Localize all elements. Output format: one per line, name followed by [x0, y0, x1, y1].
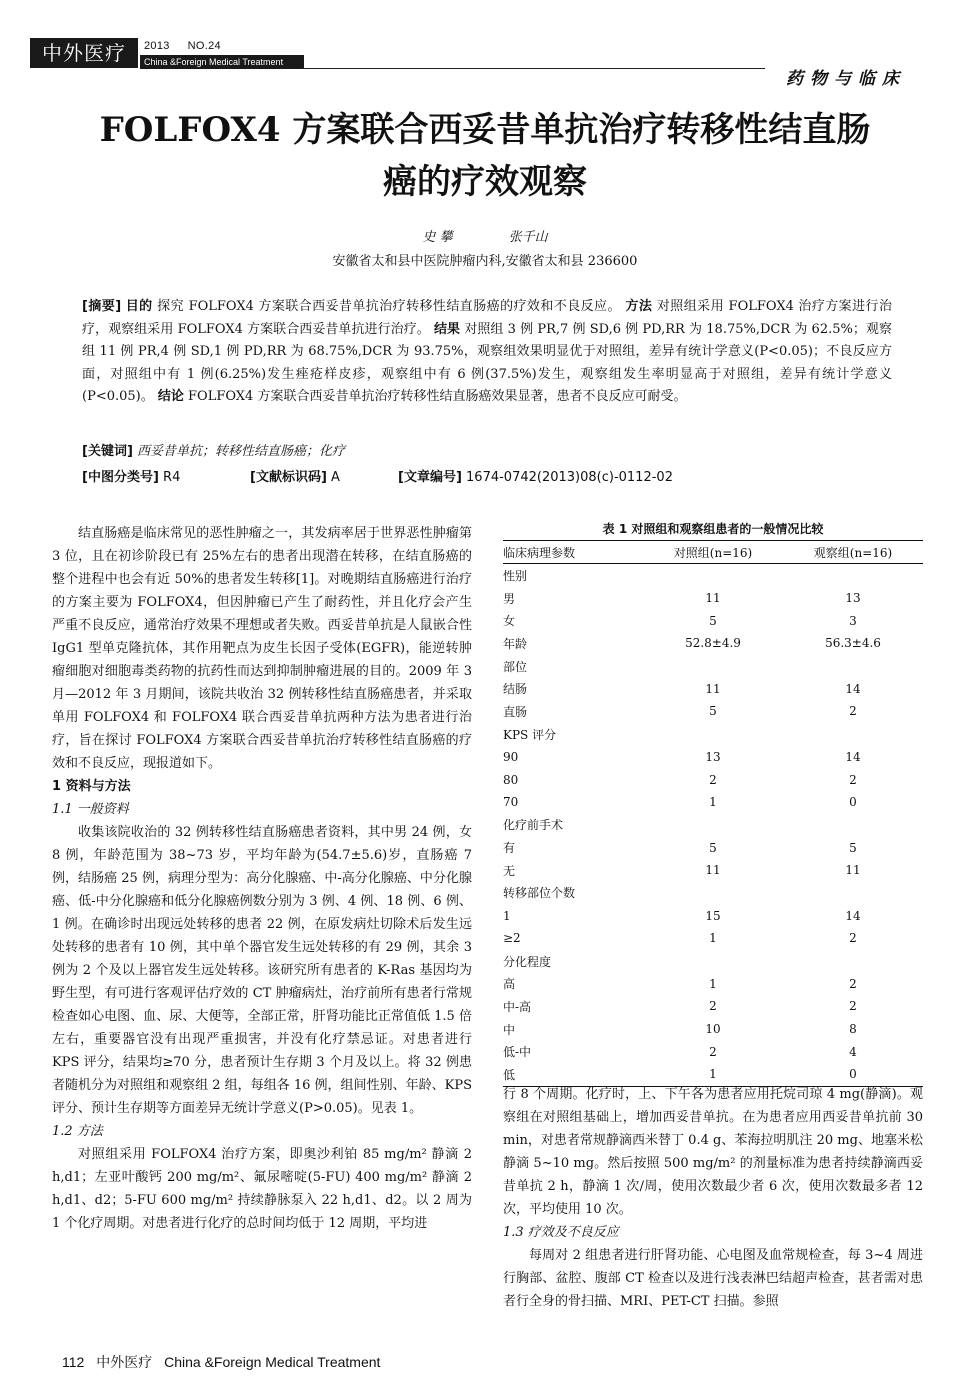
- section-1-2-heading-text: 1.2 方法: [52, 1124, 103, 1139]
- table-cell: [643, 564, 783, 587]
- table-cell: 化疗前手术: [503, 818, 564, 833]
- table-row: [503, 859, 923, 882]
- article-no-value: 1674-0742(2013)08(c)-0112-02: [466, 470, 673, 485]
- intro-paragraph: 结直肠癌是临床常见的恶性肿瘤之一，其发病率居于世界恶性肿瘤第 3 位，且在初诊阶段已有 25%左右的患者出现潜在转移，在结直肠癌的整个进程中也会有近 50%的患者发生转移[1]。对晚期结直肠癌进行治疗的方案主要为 FOLFOX4，但因肿瘤已产生了耐药性，并且化疗会产生严重不良反应，通常治疗效果不理想或者失败。西妥昔单抗是人鼠嵌合性 IgG1 型单克隆抗体，其作用靶点为皮生长因子受体(EGFR)，能逆转肿瘤细胞对细胞毒类药物的抗药性而达到抑制肿瘤进展的目的。2009 年 3 月—2012 年 3 月期间，该院共收治 32 例转移性结直肠癌患者，并采取单用 FOLFOX4 和 FOLFOX4 联合西妥昔单抗两种方法为患者进行治疗，旨在探讨 FOLFOX4 方案联合西妥昔单抗治疗转移性结直肠癌的疗效和不良反应，现报道如下。: [52, 526, 472, 771]
- table-cell: [783, 723, 923, 746]
- table-cell: 52.8±4.9: [685, 636, 741, 651]
- table-row: [503, 700, 923, 723]
- table-cell: ≥2: [503, 931, 521, 946]
- table-cell: 4: [849, 1044, 857, 1059]
- table-header-cell: 临床病理参数: [503, 545, 576, 560]
- table-cell: 年龄: [503, 636, 528, 651]
- section-1-1-heading: [52, 798, 472, 821]
- table-cell: 1: [709, 1067, 717, 1082]
- left-column: [52, 522, 472, 1235]
- table-cell: 56.3±4.6: [825, 636, 881, 651]
- table-row: [503, 814, 923, 837]
- table-cell: 2: [849, 931, 857, 946]
- header-rule: [300, 68, 765, 69]
- table-cell: 10: [705, 1022, 721, 1037]
- section-1-3-heading: [503, 1221, 923, 1244]
- table-cell: 2: [709, 1044, 717, 1059]
- conclusion-text: FOLFOX4 方案联合西妥昔单抗治疗转移性结直肠癌效果显著，患者不良反应可耐受。: [188, 389, 687, 405]
- table-header-cell: 观察组(n=16): [813, 545, 893, 560]
- table-cell: [783, 882, 923, 905]
- table-row: [503, 904, 923, 927]
- objective-text: 探究 FOLFOX4 方案联合西妥昔单抗治疗转移性结直肠癌的疗效和不良反应。: [157, 299, 621, 314]
- table-cell: [643, 882, 783, 905]
- objective-label: 目的: [125, 299, 153, 314]
- section-1-3-paragraph: 每周对 2 组患者进行肝肾功能、心电图及血常规检查，每 3~4 周进行胸部、盆腔、腹部 CT 检查以及进行浅表淋巴结超声检查，甚者需对患者行全身的骨扫描、MRI、PET-CT 扫描。参照: [503, 1248, 923, 1309]
- table-row: [503, 836, 923, 859]
- table-cell: 14: [845, 908, 861, 923]
- table-cell: 转移部位个数: [503, 886, 576, 901]
- table-cell: 1: [709, 976, 717, 991]
- table-row: [503, 1040, 923, 1063]
- table-header-cell: 对照组(n=16): [673, 545, 753, 560]
- page-footer: [62, 1352, 388, 1372]
- table-cell: 男: [503, 591, 516, 606]
- issue-year: 2013: [144, 40, 170, 52]
- section-label: 药物与临床: [786, 69, 906, 89]
- issue-number: NO.24: [187, 40, 221, 52]
- table-cell: 5: [849, 840, 857, 855]
- section-1-heading: 1 资料与方法: [52, 779, 131, 794]
- table-cell: 3: [849, 613, 857, 628]
- page-number: 112: [62, 1354, 85, 1370]
- journal-name-en: China &Foreign Medical Treatment: [140, 55, 304, 69]
- affiliation: 安徽省太和县中医院肿瘤内科,安徽省太和县 236600: [332, 254, 638, 269]
- doccode-label: [文献标识码]: [250, 470, 327, 485]
- author-2: 张千山: [508, 230, 548, 245]
- article-no-label: [文章编号]: [398, 470, 462, 485]
- table-cell: 5: [709, 840, 717, 855]
- table-row: [503, 655, 923, 678]
- table-cell: 2: [709, 772, 717, 787]
- table-row: [503, 950, 923, 973]
- table-cell: [783, 655, 923, 678]
- table-row: [503, 927, 923, 950]
- table-cell: 80: [503, 772, 519, 787]
- article-title-line1: FOLFOX4 方案联合西妥昔单抗治疗转移性结直肠: [99, 110, 871, 150]
- table-cell: [643, 814, 783, 837]
- table-cell: 90: [503, 749, 519, 764]
- table-cell: 无: [503, 863, 516, 878]
- clc-label: [中图分类号]: [82, 470, 159, 485]
- table-cell: 有: [503, 841, 516, 856]
- doccode-value: A: [331, 470, 340, 485]
- table-cell: 0: [849, 1067, 857, 1082]
- table-cell: 1: [709, 931, 717, 946]
- table-cell: [783, 814, 923, 837]
- footer-journal-cn: 中外医疗: [96, 1354, 153, 1370]
- table-cell: 性别: [503, 568, 528, 583]
- table-cell: 2: [849, 772, 857, 787]
- table-cell: KPS 评分: [503, 727, 557, 742]
- table-cell: 13: [845, 591, 861, 606]
- table-cell: 11: [705, 863, 721, 878]
- table-cell: [783, 564, 923, 587]
- table-cell: 5: [709, 704, 717, 719]
- authors: [0, 226, 970, 245]
- table-row: [503, 723, 923, 746]
- table-cell: 部位: [503, 659, 528, 674]
- table-cell: 14: [845, 681, 861, 696]
- table-cell: 14: [845, 749, 861, 764]
- right-column: [503, 1083, 923, 1313]
- table-row: [503, 768, 923, 791]
- article-title-line2: 癌的疗效观察: [383, 162, 587, 202]
- table-cell: 8: [849, 1022, 857, 1037]
- method-text: 对照组采用 FOLFOX4 治疗方案进行治疗，观察组采用 FOLFOX4 方案联合西妥昔单抗进行治疗。: [82, 299, 892, 337]
- table-cell: 13: [705, 749, 721, 764]
- table-cell: 11: [845, 863, 861, 878]
- table-cell: 5: [709, 613, 717, 628]
- table-cell: 2: [849, 999, 857, 1014]
- footer-journal-en: China &Foreign Medical Treatment: [164, 1354, 381, 1370]
- table-body: [503, 564, 923, 1087]
- table-cell: 11: [705, 681, 721, 696]
- table-cell: 2: [849, 704, 857, 719]
- table-cell: [643, 723, 783, 746]
- table-cell: 15: [705, 908, 721, 923]
- table-row: [503, 564, 923, 587]
- table-row: [503, 791, 923, 814]
- table-row: [503, 972, 923, 995]
- table-row: [503, 1018, 923, 1041]
- section-1-2-paragraph: 对照组采用 FOLFOX4 治疗方案，即奥沙利铂 85 mg/m² 静滴 2 h,d1；左亚叶酸钙 200 mg/m²、氟尿嘧啶(5-FU) 400 mg/m² 静滴 2 h,d1、d2；5-FU 600 mg/m² 持续静脉泵入 22 h,d1、d2。以 2 周为 1 个化疗周期。对患者进行化疗的总时间均低于 12 周期，平均进: [52, 1147, 472, 1231]
- table-row: [503, 632, 923, 655]
- table-cell: 1: [503, 908, 511, 923]
- table-row: [503, 677, 923, 700]
- table-row: [503, 995, 923, 1018]
- table-caption: 表 1 对照组和观察组患者的一般情况比较: [602, 522, 824, 536]
- table-cell: 70: [503, 795, 519, 810]
- table-cell: 结肠: [503, 682, 528, 697]
- table-header-row: [503, 541, 923, 564]
- keywords-text: 西妥昔单抗；转移性结直肠癌；化疗: [137, 444, 346, 459]
- right-paragraph-1: 行 8 个周期。化疗时，上、下午各为患者应用托烷司琼 4 mg(静滴)。观察组在对照组基础上，增加西妥昔单抗。在为患者应用西妥昔单抗前 30 min，对患者常规静滴西米替丁 0.4 g、苯海拉明肌注 20 mg、地塞米松静滴 5~10 mg。然后按照 500 mg/m² 的剂量标准为患者持续静滴西妥昔单抗 2 h，静滴 1 次/周，使用次数最少者 6 次，使用次数最多者 12 次，平均使用 10 次。: [503, 1087, 923, 1217]
- issue-info: [144, 40, 239, 52]
- table-row: [503, 882, 923, 905]
- table-row: [503, 587, 923, 610]
- author-1: 史 攀: [422, 230, 453, 245]
- table-cell: [643, 950, 783, 973]
- table-row: [503, 609, 923, 632]
- table-cell: 低: [503, 1067, 516, 1082]
- table-cell: 分化程度: [503, 954, 552, 969]
- patient-characteristics-table: [503, 540, 923, 1087]
- section-1-2-heading: [52, 1120, 472, 1143]
- table-cell: 低-中: [503, 1045, 532, 1060]
- table-cell: 女: [503, 614, 516, 629]
- keywords-label: [关键词]: [82, 444, 133, 459]
- table-cell: 高: [503, 977, 516, 992]
- section-1-1-paragraph: 收集该院收治的 32 例转移性结直肠癌患者资料，其中男 24 例，女 8 例，年龄范围为 38~73 岁，平均年龄为(54.7±5.6)岁，直肠癌 7 例，结肠癌 25 例，病理分型为：高分化腺癌、中-高分化腺癌、中分化腺癌、低-中分化腺癌和低分化腺癌例数分别为 3 例、4 例、18 例、6 例、1 例。在确诊时出现远处转移的患者 22 例，在原发病灶切除术后发生远处转移的患者有 10 例，其中单个器官发生远处转移的有 29 例，其余 3 例为 2 个及以上器官发生远处转移。该研究所有患者的 K-Ras 基因均为野生型，有可进行客观评估疗效的 CT 肿瘤病灶，治疗前所有患者行常规检查如心电图、血、尿、大便等，全部正常，肝肾功能比正常值低 1.5 倍左右，重要器官没有出现严重损害，并没有化疗禁忌证。对患者进行 KPS 评分，结果均≥70 分，患者预计生存期 3 个月及以上。将 32 例患者随机分为对照组和观察组 2 组，每组各 16 例，组间性别、年龄、KPS 评分、预计生存期等方面差异无统计学意义(P>0.05)。见表 1。: [52, 825, 472, 1116]
- table-cell: 11: [705, 591, 721, 606]
- table-cell: 中: [503, 1022, 516, 1037]
- table-cell: 2: [709, 999, 717, 1014]
- table-cell: 直肠: [503, 704, 528, 719]
- section-1-1-heading-text: 1.1 一般资料: [52, 802, 129, 817]
- table-cell: [783, 950, 923, 973]
- result-text: 对照组 3 例 PR,7 例 SD,6 例 PD,RR 为 18.75%,DCR 为 62.5%；观察组 11 例 PR,4 例 SD,1 例 PD,RR 为 68.75%,DCR 为 93.75%，观察组效果明显优于对照组，差异有统计学意义(P<0.05)；不良反应方面，对照组中有 1 例(6.25%)发生痤疮样皮疹，观察组中有 6 例(37.5%)发生，观察组发生率明显高于对照组，差异有统计学意义(P<0.05)。: [82, 321, 892, 405]
- keywords: [82, 440, 345, 459]
- table-cell: [643, 655, 783, 678]
- abstract-label: [摘要]: [82, 299, 122, 314]
- conclusion-label: 结论: [157, 389, 184, 405]
- table-row: [503, 746, 923, 769]
- table-cell: 中-高: [503, 999, 532, 1014]
- table-1: [503, 520, 923, 1087]
- result-label: 结果: [434, 321, 461, 337]
- table-cell: 1: [709, 795, 717, 810]
- abstract: [82, 296, 892, 409]
- section-1-3-heading-text: 1.3 疗效及不良反应: [503, 1225, 619, 1240]
- table-cell: 2: [849, 976, 857, 991]
- clc-value: R4: [163, 470, 181, 485]
- table-cell: 0: [849, 795, 857, 810]
- journal-logo: 中外医疗: [30, 38, 138, 68]
- method-label: 方法: [625, 299, 653, 314]
